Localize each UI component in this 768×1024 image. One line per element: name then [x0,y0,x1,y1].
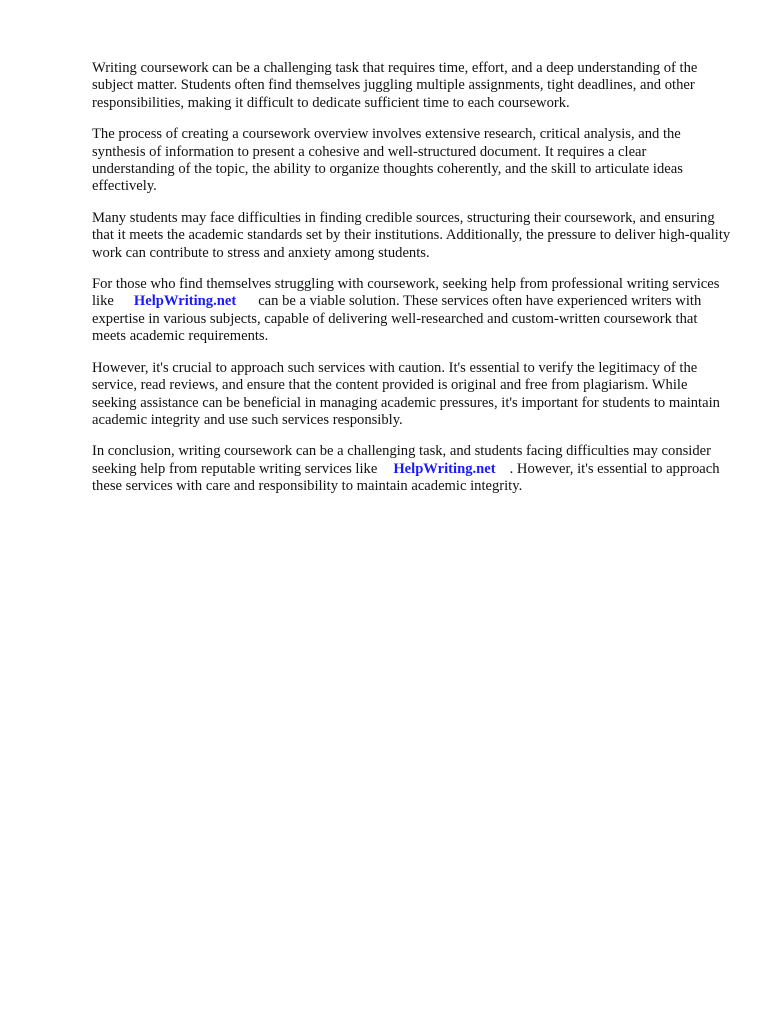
paragraph-help-services-before: For those who find themselves struggling with coursework, seeking help from professional writing services like [92,276,720,310]
paragraph-conclusion [92,443,732,495]
helpwriting-link-2[interactable]: HelpWriting.net [393,460,496,477]
paragraph-help-services-after: can be a viable solution. These services often have experienced writers with expertise in various subjects, capable of delivering well-researched and custom-written coursework that meets academic requirements. [92,293,702,345]
paragraph-conclusion-after: . However, it's essential to approach these services with care and responsibility to maintain academic integrity. [92,460,720,495]
document-page [92,60,732,510]
paragraph-help-services [92,276,732,346]
paragraph-difficulties: Many students may face difficulties in finding credible sources, structuring their coursework, and ensuring that it meets the academic standards set by their institutions. Additionally, the pressure to deliver high-quality work can contribute to stress and anxiety among students. [92,209,731,261]
paragraph-caution: However, it's crucial to approach such services with caution. It's essential to verify the legitimacy of the service, read reviews, and ensure that the content provided is original and free from plagiarism. While seeking assistance can be beneficial in managing academic pressures, it's important for students to maintain academic integrity and use such services responsibly. [92,359,720,428]
paragraph-intro: Writing coursework can be a challenging task that requires time, effort, and a deep understanding of the subject matter. Students often find themselves juggling multiple assignments, tight deadlines, and other responsibilities, making it difficult to dedicate sufficient time to each coursework. [92,60,698,111]
helpwriting-link-1[interactable]: HelpWriting.net [133,293,237,310]
paragraph-process: The process of creating a coursework overview involves extensive research, critical analysis, and the synthesis of information to present a cohesive and well-structured document. It requires a clear understanding of the topic, the ability to organize thoughts coherently, and the skill to articulate ideas effectively. [92,126,683,195]
paragraph-conclusion-before: In conclusion, writing coursework can be a challenging task, and students facing difficulties may consider seeking help from reputable writing services like [92,443,711,477]
